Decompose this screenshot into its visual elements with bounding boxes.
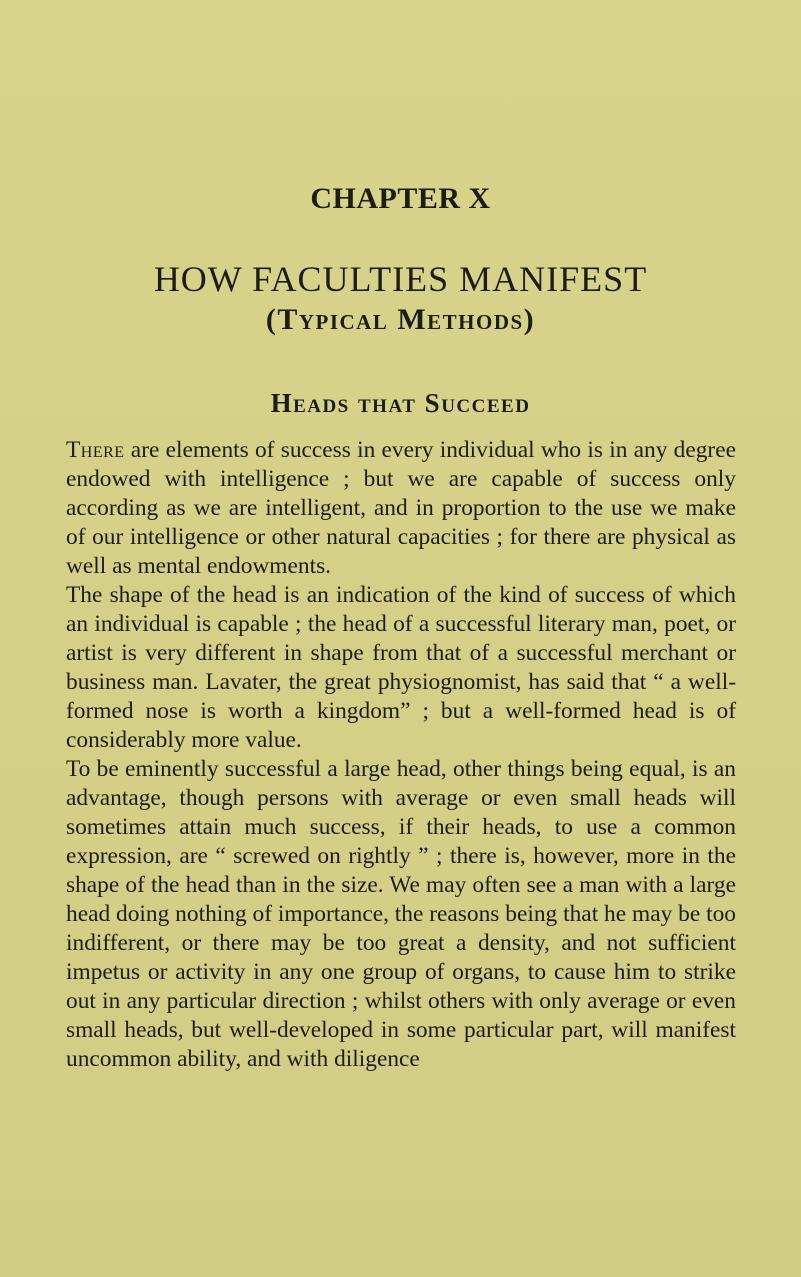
paragraph xyxy=(66,581,736,755)
paragraph-text: To be eminently successful a large head, other things being equal, is an advantage, though persons with average or even small heads will sometimes attain much success, if their heads, to use a common expression, are “ screwed on rightly ” ; there is, however, more in the shape of the head than in the size. We may often see a man with a large head doing nothing of importance, the reasons being that he may be too indifferent, or there may be too great a density, and not sufficient impetus or activity in any one group of organs, to cause him to strike out in any particular direction ; whilst others with only average or even small heads, but well-developed in some particular part, will manifest uncommon ability, and with diligence xyxy=(66,756,736,1072)
chapter-number: CHAPTER X xyxy=(310,182,491,215)
paragraph xyxy=(66,436,736,581)
chapter-title: HOW FACULTIES MANIFEST xyxy=(153,259,648,299)
paragraph-lead: There xyxy=(66,437,125,463)
paragraph-text: The shape of the head is an indication of the kind of success of which an individual is capable ; the head of a successful literary man, poet, or artist is very different in shape from that of a successful merchant or business man. Lavater, the great physiognomist, has said that “ a well-formed nose is worth a kingdom” ; but a well-formed head is of considerably more value. xyxy=(66,582,736,753)
chapter-subtitle: (Typical Methods) xyxy=(265,303,536,336)
paragraph xyxy=(66,755,736,1074)
section-heading: Heads that Succeed xyxy=(270,388,531,418)
paragraph-text: are elements of success in every individual who is in any degree endowed with intelligence ; but we are capable of success only according as we are intelligent, and in proportion to the use we make of our intelligence or other natural capacities ; for there are physical as well as mental endowments. xyxy=(66,437,736,579)
body-text xyxy=(66,436,736,1074)
